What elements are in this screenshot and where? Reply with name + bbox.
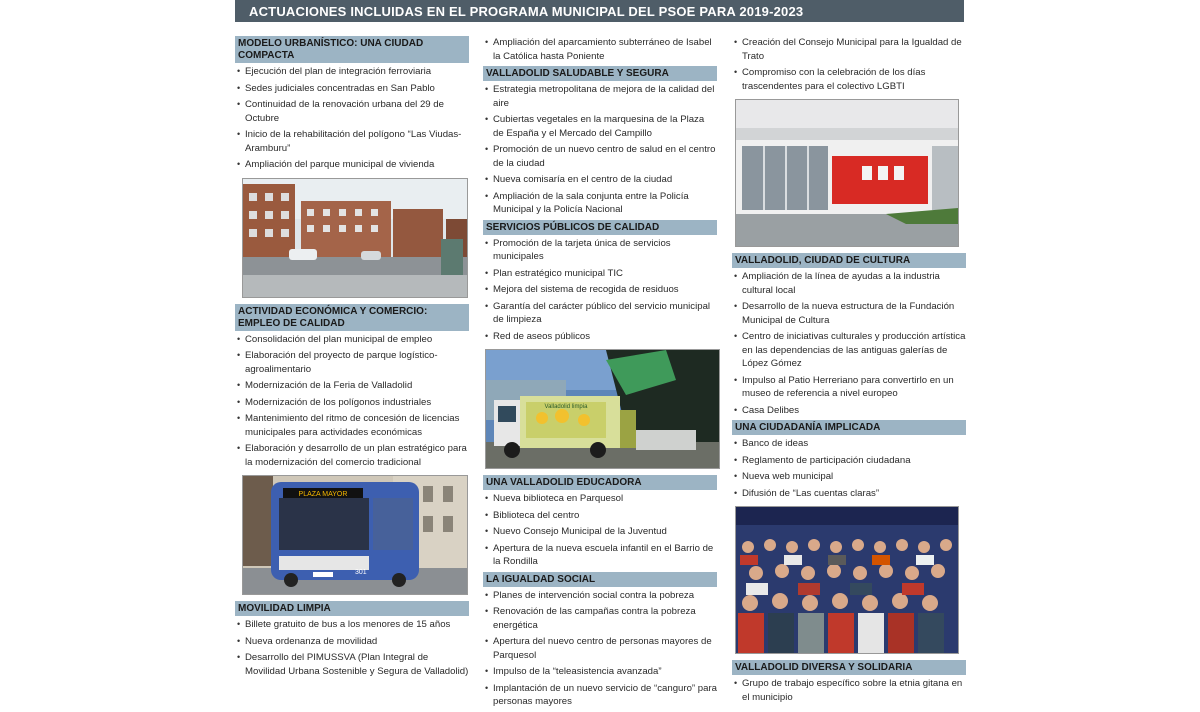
list-item: • Inicio de la rehabilitación del polígono “Las Viudas-Aramburu” [235,128,469,155]
section-list [235,333,469,470]
list-item: • Elaboración del proyecto de parque logístico-agroalimentario [235,349,469,376]
section-heading: MOVILIDAD LIMPIA [235,601,469,616]
list-item: • Promoción de un nuevo centro de salud en el centro de la ciudad [483,143,717,170]
audience-photo [735,506,959,654]
list-item: • Mantenimiento del ritmo de concesión de licencias municipales para actividades económicas [235,412,469,439]
list-item: • Plan estratégico municipal TIC [483,267,717,281]
list-item: • Nueva ordenanza de movilidad [235,635,469,649]
list-item: • Modernización de los polígonos industriales [235,396,469,410]
section-list [483,589,717,709]
section-heading: UNA CIUDADANÍA IMPLICADA [732,420,966,435]
section-heading: ACTIVIDAD ECONÓMICA Y COMERCIO: EMPLEO DE CALIDAD [235,304,469,331]
list-item: • Creación del Consejo Municipal para la Igualdad de Trato [732,36,966,63]
section-list [732,677,966,704]
list-item: • Planes de intervención social contra la pobreza [483,589,717,603]
list-item: • Banco de ideas [732,437,966,451]
list-item: • Ampliación del aparcamiento subterráneo de Isabel la Católica hasta Poniente [483,36,717,63]
column-2 [483,36,717,712]
section-list [235,65,469,172]
list-item: • Nueva web municipal [732,470,966,484]
list-item: • Sedes judiciales concentradas en San Pablo [235,82,469,96]
section-list [732,437,966,500]
section-heading: SERVICIOS PÚBLICOS DE CALIDAD [483,220,717,235]
list-item: • Apertura del nuevo centro de personas mayores de Parquesol [483,635,717,662]
building-entrance-photo [735,99,959,247]
section-list [483,237,717,344]
list-item: • Ampliación de la sala conjunta entre la Policía Municipal y la Policía Nacional [483,190,717,217]
list-item: • Difusión de “Las cuentas claras” [732,487,966,501]
list-item: • Consolidación del plan municipal de empleo [235,333,469,347]
section-heading: LA IGUALDAD SOCIAL [483,572,717,587]
list-item: • Elaboración y desarrollo de un plan estratégico para la modernización del comercio tradicional [235,442,469,469]
city-bus-photo [242,475,468,595]
truck-label: Valladolid limpia [544,404,588,410]
section-heading: VALLADOLID, CIUDAD DE CULTURA [732,253,966,268]
list-item: • Desarrollo de la nueva estructura de la Fundación Municipal de Cultura [732,300,966,327]
bus-number: 301 [355,569,367,576]
page-banner: ACTUACIONES INCLUIDAS EN EL PROGRAMA MUNICIPAL DEL PSOE PARA 2019-2023 [235,0,964,22]
list-item: • Grupo de trabajo específico sobre la etnia gitana en el municipio [732,677,966,704]
list-item: • Nueva biblioteca en Parquesol [483,492,717,506]
section-heading: VALLADOLID DIVERSA Y SOLIDARIA [732,660,966,675]
list-item: • Garantía del carácter público del servicio municipal de limpieza [483,300,717,327]
list-item: • Impulso de la “teleasistencia avanzada” [483,665,717,679]
bus-destination-sign: PLAZA MAYOR [298,491,348,498]
list-item: • Biblioteca del centro [483,509,717,523]
list-item: • Continuidad de la renovación urbana del 29 de Octubre [235,98,469,125]
column-1 [235,36,469,681]
list-item: • Red de aseos públicos [483,330,717,344]
list-item: • Ampliación de la línea de ayudas a la industria cultural local [732,270,966,297]
list-item: • Modernización de la Feria de Valladolid [235,379,469,393]
list-item: • Mejora del sistema de recogida de residuos [483,283,717,297]
list-item: • Estrategia metropolitana de mejora de la calidad del aire [483,83,717,110]
list-item: • Promoción de la tarjeta única de servicios municipales [483,237,717,264]
garbage-truck-photo [485,349,720,469]
column-3 [732,36,966,707]
section-heading: UNA VALLADOLID EDUCADORA [483,475,717,490]
section-list [483,83,717,217]
list-item: • Apertura de la nueva escuela infantil en el Barrio de la Rondilla [483,542,717,569]
list-item: • Ampliación del parque municipal de vivienda [235,158,469,172]
section-heading: MODELO URBANÍSTICO: UNA CIUDAD COMPACTA [235,36,469,63]
list-item: • Desarrollo del PIMUSSVA (Plan Integral de Movilidad Urbana Sostenible y Segura de Valladolid) [235,651,469,678]
section-list [483,492,717,569]
section-list [732,270,966,417]
section-heading: VALLADOLID SALUDABLE Y SEGURA [483,66,717,81]
list-item: • Billete gratuito de bus a los menores de 15 años [235,618,469,632]
list-item: • Renovación de las campañas contra la pobreza energética [483,605,717,632]
list-item: • Reglamento de participación ciudadana [732,454,966,468]
list-item: • Nuevo Consejo Municipal de la Juventud [483,525,717,539]
list-item: • Impulso al Patio Herreriano para convertirlo en un museo de referencia a nivel europeo [732,374,966,401]
section-list [483,36,717,63]
list-item: • Implantación de un nuevo servicio de “canguro” para personas mayores [483,682,717,709]
list-item: • Nueva comisaría en el centro de la ciudad [483,173,717,187]
section-list [235,618,469,678]
list-item: • Ejecución del plan de integración ferroviaria [235,65,469,79]
list-item: • Centro de iniciativas culturales y producción artística en las dependencias de las antiguas galerías de López Gómez [732,330,966,371]
list-item: • Compromiso con la celebración de los días trascendentes para el colectivo LGBTI [732,66,966,93]
list-item: • Cubiertas vegetales en la marquesina de la Plaza de España y el Mercado del Campillo [483,113,717,140]
housing-blocks-photo [242,178,468,298]
section-list [732,36,966,93]
list-item: • Casa Delibes [732,404,966,418]
